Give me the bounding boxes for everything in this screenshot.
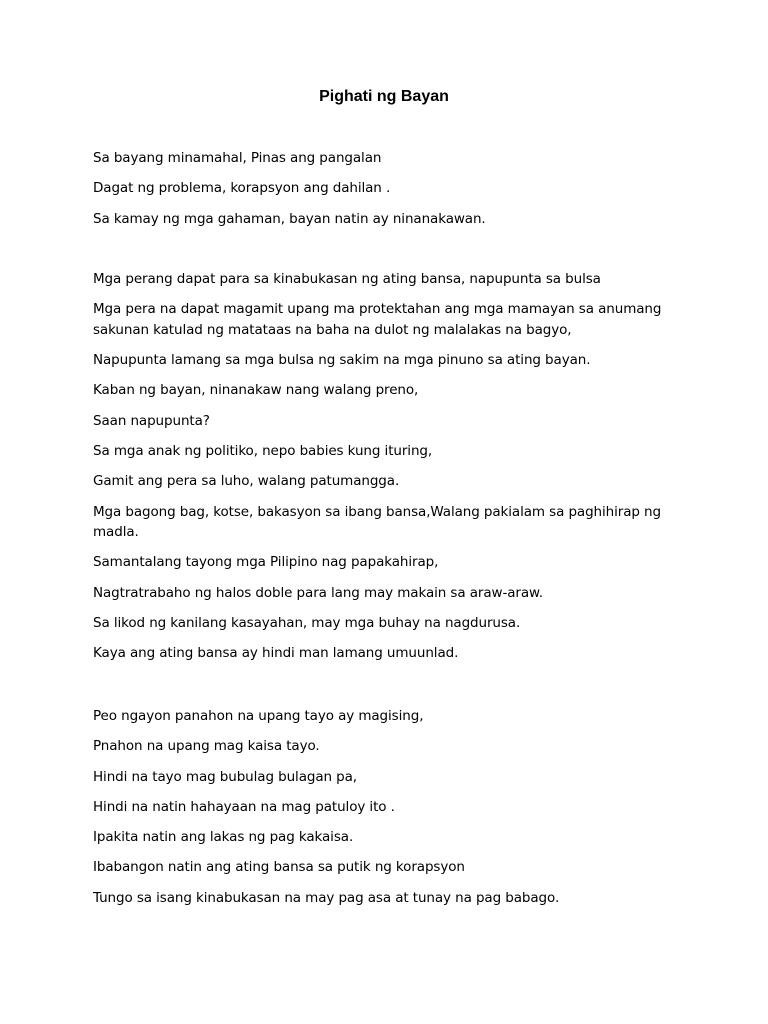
stanza-1	[93, 148, 663, 239]
poem-line: Hindi na natin hahayaan na mag patuloy ito .	[93, 798, 395, 815]
poem-line: Sa mga anak ng politiko, nepo babies kung ituring,	[93, 442, 433, 459]
poem-line: Hindi na tayo mag bubulag bulagan pa,	[93, 768, 357, 785]
poem-line: Peo ngayon panahon na upang tayo ay magising,	[93, 708, 424, 724]
poem-line: Dagat ng problema, korapsyon ang dahilan .	[93, 180, 391, 197]
stanza-2	[93, 269, 663, 674]
poem-line: Sa likod ng kanilang kasayahan, may mga buhay na nagdurusa.	[93, 614, 521, 631]
poem-line: Kaban ng bayan, ninanakaw nang walang preno,	[93, 382, 419, 399]
poem-line: Tungo sa isang kinabukasan na may pag asa at tunay na pag babago.	[93, 889, 560, 906]
poem-line: Gamit ang pera sa luho, walang patumangga.	[93, 473, 400, 490]
poem-line: Ipakita natin ang lakas ng pag kakaisa.	[93, 829, 354, 846]
poem-line: Mga bagong bag, kotse, bakasyon sa ibang bansa,Walang pakialam sa paghihirap ng madla.	[93, 503, 661, 541]
poem-line: Saan napupunta?	[93, 412, 210, 429]
poem-line: Ibabangon natin ang ating bansa sa putik ng korapsyon	[93, 859, 465, 876]
poem-line: Kaya ang ating bansa ay hindi man lamang umuunlad.	[93, 645, 459, 662]
poem-line: Nagtratrabaho ng halos doble para lang may makain sa araw-araw.	[93, 584, 543, 601]
poem-line: Pnahon na upang mag kaisa tayo.	[93, 738, 320, 755]
poem-title: Pighati ng Bayan	[319, 88, 449, 105]
stanza-3	[93, 706, 663, 918]
poem-line: Napupunta lamang sa mga bulsa ng sakim na mga pinuno sa ating bayan.	[93, 352, 591, 369]
poem-line: Mga pera na dapat magamit upang ma protektahan ang mga mamayan sa anumang sakunan katulad ng matataas na baha na dulot ng malalakas na bagyo,	[93, 301, 662, 338]
poem-line: Mga perang dapat para sa kinabukasan ng ating bansa, napupunta sa bulsa	[93, 271, 601, 287]
poem-line: Sa bayang minamahal, Pinas ang pangalan	[93, 150, 382, 166]
poem-line: Sa kamay ng mga gahaman, bayan natin ay ninanakawan.	[93, 210, 486, 227]
poem-line: Samantalang tayong mga Pilipino nag papakahirap,	[93, 554, 439, 571]
